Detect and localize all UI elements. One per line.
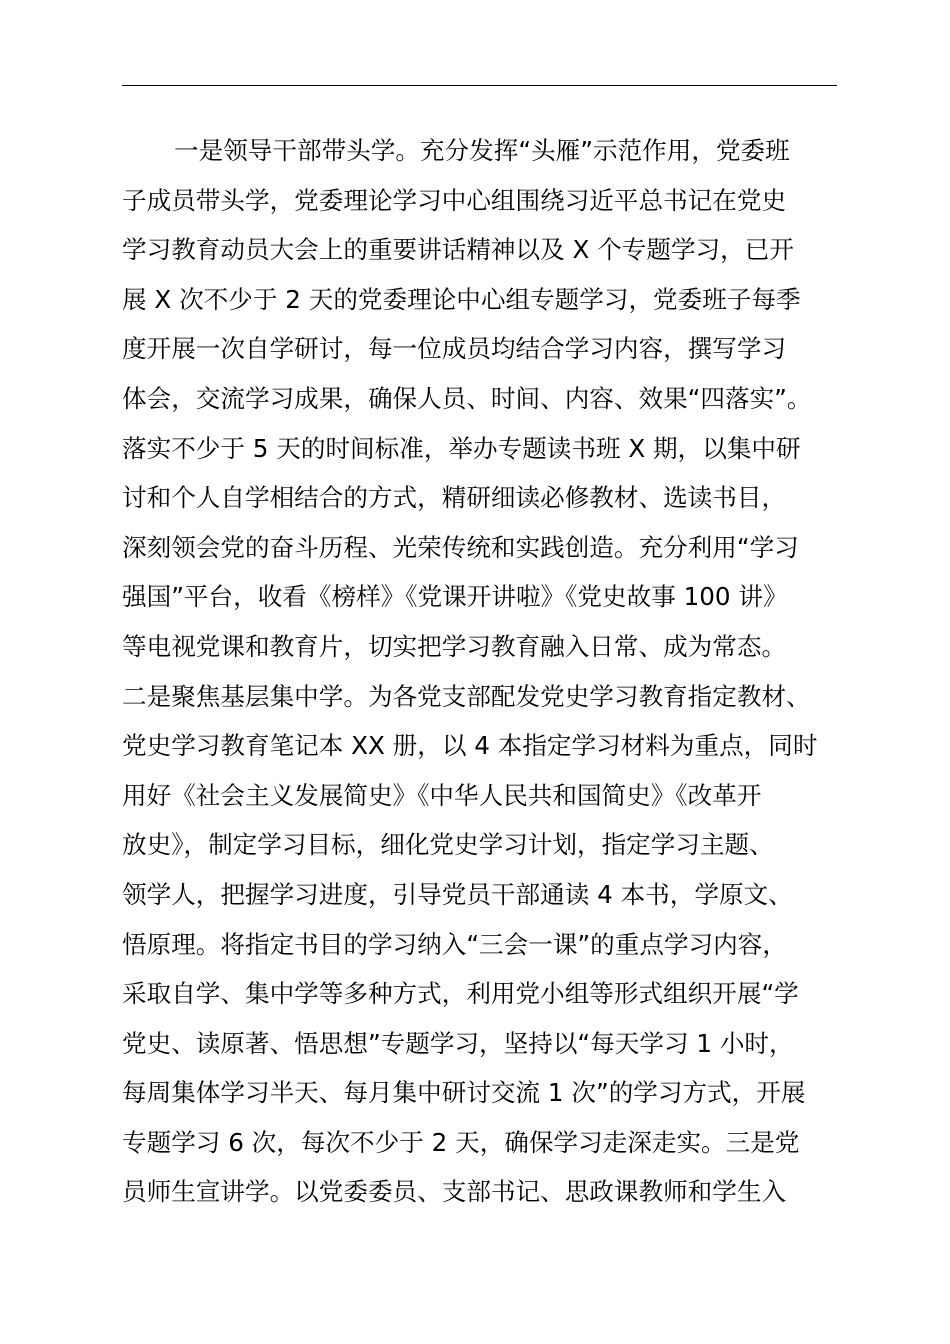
text-line: 专题学习 6 次，每次不少于 2 天，确保学习走深走实。三是党 xyxy=(122,1127,800,1157)
text-line: 等电视党课和教育片，切实把学习教育融入日常、成为常态。 xyxy=(122,631,787,661)
header-rule xyxy=(122,85,837,86)
text-line: 落实不少于 5 天的时间标准，举办专题读书班 X 期，以集中研 xyxy=(122,433,801,463)
text-line: 度开展一次自学研讨，每一位成员均结合学习内容，撰写学习 xyxy=(122,334,787,364)
text-line: 深刻领会党的奋斗历程、光荣传统和实践创造。充分利用“学习 xyxy=(122,532,799,562)
text-line: 体会，交流学习成果，确保人员、时间、内容、效果“四落实”。 xyxy=(122,383,812,413)
text-line: 领学人，把握学习进度，引导党员干部通读 4 本书，学原文、 xyxy=(122,879,793,909)
text-line: 学习教育动员大会上的重要讲话精神以及 X 个专题学习，已开 xyxy=(122,235,794,265)
text-line: 强国”平台，收看《榜样》《党课开讲啦》《党史故事 100 讲》 xyxy=(122,582,788,612)
text-line: 讨和个人自学相结合的方式，精研细读必修教材、选读书目， xyxy=(122,483,787,513)
text-line: 用好《社会主义发展简史》《中华人民共和国简史》《改革开 xyxy=(122,780,762,810)
text-line: 采取自学、集中学等多种方式，利用党小组等形式组织开展“学 xyxy=(122,979,799,1009)
text-line: 一是领导干部带头学。充分发挥“头雁”示范作用，党委班 xyxy=(174,136,790,165)
text-line: 放史》，制定学习目标，细化党史学习计划，指定学习主题、 xyxy=(122,830,774,860)
text-line: 展 X 次不少于 2 天的党委理论中心组专题学习，党委班子每季 xyxy=(122,284,801,314)
text-line: 员师生宣讲学。以党委委员、支部书记、思政课教师和学生入 xyxy=(122,1177,787,1207)
body-text xyxy=(122,126,852,1217)
text-line: 二是聚焦基层集中学。为各党支部配发党史学习教育指定教材、 xyxy=(122,681,811,711)
text-line: 子成员带头学，党委理论学习中心组围绕习近平总书记在党史 xyxy=(122,185,787,215)
text-line: 悟原理。将指定书目的学习纳入“三会一课”的重点学习内容， xyxy=(122,929,787,959)
text-line: 党史、读原著、悟思想”专题学习，坚持以“每天学习 1 小时， xyxy=(122,1028,794,1058)
text-line: 党史学习教育笔记本 XX 册，以 4 本指定学习材料为重点，同时 xyxy=(122,731,818,761)
text-line: 每周集体学习半天、每月集中研讨交流 1 次”的学习方式，开展 xyxy=(122,1078,806,1108)
